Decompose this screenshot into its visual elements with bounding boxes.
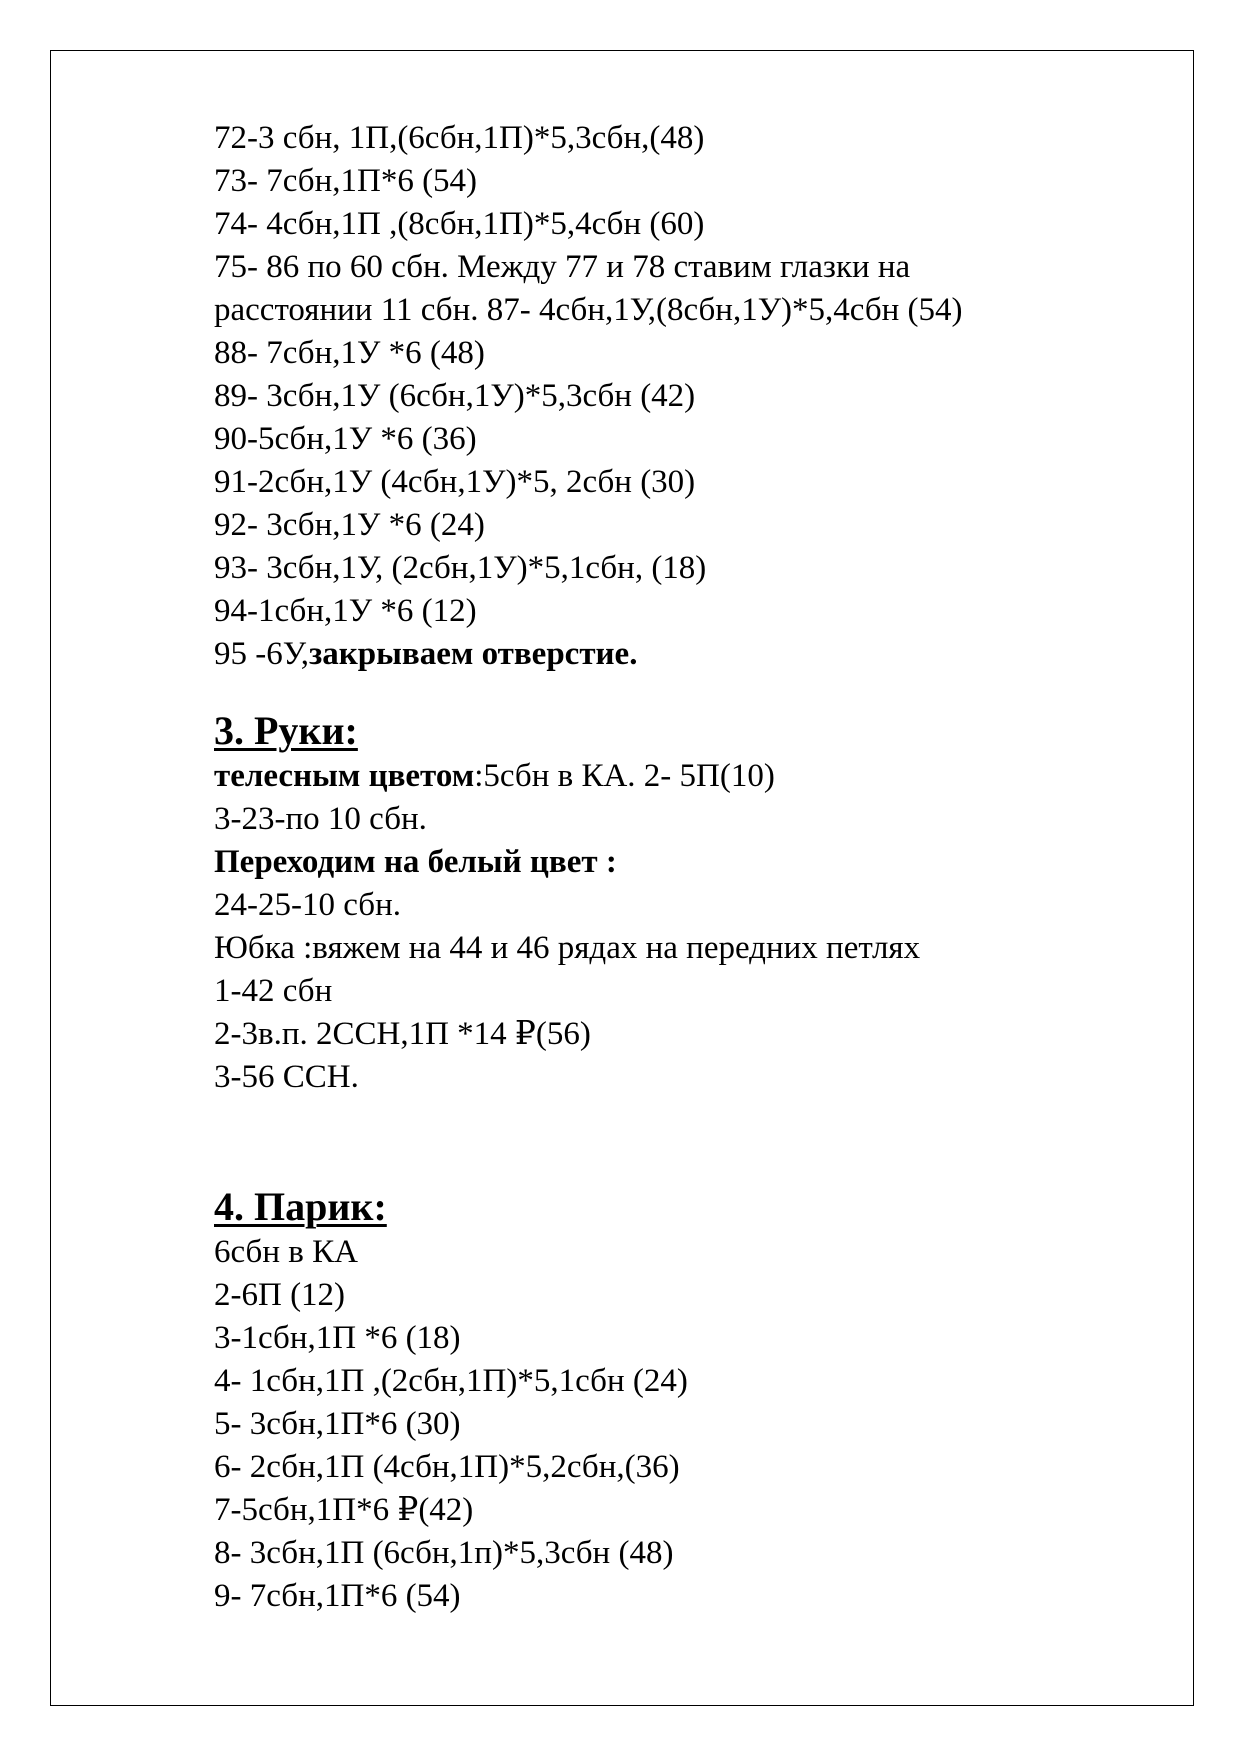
text-line: Юбка :вяжем на 44 и 46 рядах на передних петлях: [214, 930, 921, 966]
closing-instruction: закрываем отверстие.: [308, 636, 638, 672]
text-line: 92- 3сбн,1У *6 (24): [214, 507, 485, 543]
text-line: 1-42 сбн: [214, 973, 333, 1009]
closing-row-label: 95 -6У,: [214, 636, 309, 672]
text-line: 4- 1сбн,1П ,(2сбн,1П)*5,1сбн (24): [214, 1363, 688, 1399]
text-line: 93- 3сбн,1У, (2сбн,1У)*5,1сбн, (18): [214, 550, 707, 586]
text-line-closing: [214, 633, 1114, 676]
text-line-bold: [214, 841, 1114, 884]
text-line: 3-23-по 10 сбн.: [214, 801, 427, 837]
text-line: 7-5сбн,1П*6 ₽(42): [214, 1492, 474, 1528]
text-line: 73- 7сбн,1П*6 (54): [214, 163, 478, 199]
text-line: 24-25-10 сбн.: [214, 887, 401, 923]
text-line: 3-1сбн,1П *6 (18): [214, 1320, 461, 1356]
text-line: 3-56 ССН.: [214, 1059, 359, 1095]
section-heading-arms: 3. Руки:: [214, 708, 358, 753]
section-heading-wig: 4. Парик:: [214, 1184, 387, 1229]
color-instruction-rows: :5сбн в КА. 2- 5П(10): [474, 758, 775, 794]
text-line: 6сбн в КА: [214, 1234, 358, 1270]
text-line: 6- 2сбн,1П (4сбн,1П)*5,2сбн,(36): [214, 1449, 680, 1485]
color-change-instruction: Переходим на белый цвет :: [214, 844, 617, 880]
text-line: 2-3в.п. 2ССН,1П *14 ₽(56): [214, 1016, 591, 1052]
text-line: 88- 7сбн,1У *6 (48): [214, 335, 485, 371]
color-instruction: телесным цветом: [214, 758, 475, 794]
text-line: 94-1сбн,1У *6 (12): [214, 593, 477, 629]
text-line: расстоянии 11 сбн. 87- 4сбн,1У,(8сбн,1У)*5,4сбн (54): [214, 292, 963, 328]
text-line: 5- 3сбн,1П*6 (30): [214, 1406, 461, 1442]
text-line: 2-6П (12): [214, 1277, 346, 1313]
text-line: 74- 4сбн,1П ,(8сбн,1П)*5,4сбн (60): [214, 206, 705, 242]
text-line: 9- 7сбн,1П*6 (54): [214, 1578, 461, 1614]
text-line: 91-2сбн,1У (4сбн,1У)*5, 2сбн (30): [214, 464, 696, 500]
text-line: 90-5сбн,1У *6 (36): [214, 421, 477, 457]
text-line-color: [214, 755, 1114, 798]
text-line: 89- 3сбн,1У (6сбн,1У)*5,3сбн (42): [214, 378, 696, 414]
document-body: [214, 117, 1114, 1618]
text-line: 8- 3сбн,1П (6сбн,1п)*5,3сбн (48): [214, 1535, 674, 1571]
text-line: 72-3 сбн, 1П,(6сбн,1П)*5,3сбн,(48): [214, 120, 705, 156]
text-line: 75- 86 по 60 сбн. Между 77 и 78 ставим глазки на: [214, 249, 911, 285]
